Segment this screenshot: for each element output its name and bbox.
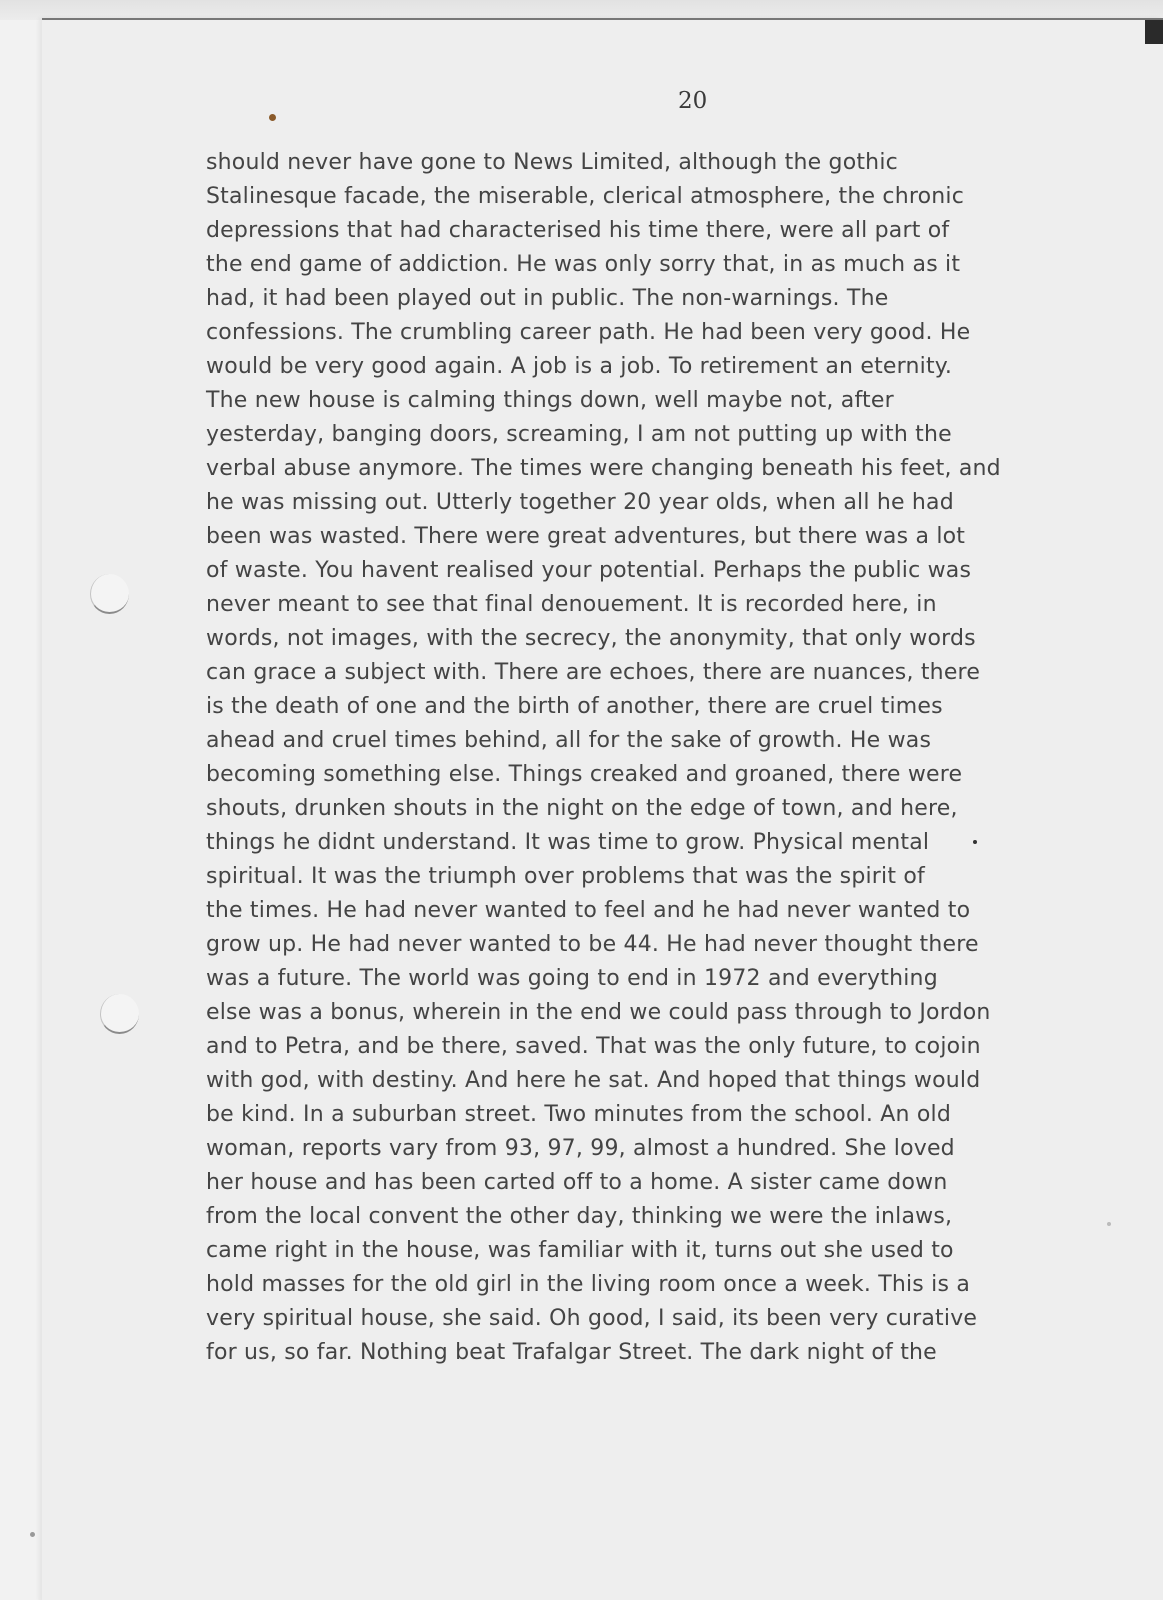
text-line: verbal abuse anymore. The times were changing beneath his feet, and [206, 456, 1001, 481]
punch-hole-bottom [100, 994, 139, 1034]
text-line: should never have gone to News Limited, although the gothic [206, 150, 898, 175]
text-line: Stalinesque facade, the miserable, clerical atmosphere, the chronic [206, 184, 965, 209]
text-line: depressions that had characterised his time there, were all part of [206, 218, 950, 243]
text-line: spiritual. It was the triumph over problems that was the spirit of [206, 864, 925, 889]
text-line: things he didnt understand. It was time to grow. Physical mental [206, 830, 930, 855]
text-line: was a future. The world was going to end in 1972 and everything [206, 966, 938, 991]
text-line: been was wasted. There were great adventures, but there was a lot [206, 524, 966, 549]
page-number: 20 [678, 88, 708, 114]
text-line: words, not images, with the secrecy, the anonymity, that only words [206, 626, 976, 651]
ink-speck [269, 114, 276, 121]
text-line: ahead and cruel times behind, all for the sake of growth. He was [206, 728, 932, 753]
text-line: he was missing out. Utterly together 20 year olds, when all he had [206, 490, 954, 515]
text-line: is the death of one and the birth of another, there are cruel times [206, 694, 943, 719]
text-line: the times. He had never wanted to feel and he had never wanted to [206, 898, 971, 923]
text-line: of waste. You havent realised your potential. Perhaps the public was [206, 558, 972, 583]
text-line: her house and has been carted off to a home. A sister came down [206, 1170, 948, 1195]
text-line: confessions. The crumbling career path. He had been very good. He [206, 320, 971, 345]
text-line: for us, so far. Nothing beat Trafalgar Street. The dark night of the [206, 1340, 937, 1365]
text-line: came right in the house, was familiar with it, turns out she used to [206, 1238, 954, 1263]
text-line: with god, with destiny. And here he sat. And hoped that things would [206, 1068, 981, 1093]
ink-speck [1107, 1222, 1111, 1226]
text-line: else was a bonus, wherein in the end we could pass through to Jordon [206, 1000, 991, 1025]
text-line: be kind. In a suburban street. Two minutes from the school. An old [206, 1102, 952, 1127]
text-line: had, it had been played out in public. The non-warnings. The [206, 286, 889, 311]
text-line: shouts, drunken shouts in the night on the edge of town, and here, [206, 796, 958, 821]
text-line: grow up. He had never wanted to be 44. He had never thought there [206, 932, 979, 957]
scanner-shadow [0, 0, 1163, 20]
text-line: woman, reports vary from 93, 97, 99, almost a hundred. She loved [206, 1136, 955, 1161]
page-body-text [206, 146, 1026, 1370]
text-line: never meant to see that final denouement. It is recorded here, in [206, 592, 937, 617]
text-line: becoming something else. Things creaked and groaned, there were [206, 762, 963, 787]
text-line: very spiritual house, she said. Oh good, I said, its been very curative [206, 1306, 978, 1331]
text-line: from the local convent the other day, thinking we were the inlaws, [206, 1204, 953, 1229]
sheet-corner-shadow [1145, 20, 1163, 44]
text-line: hold masses for the old girl in the living room once a week. This is a [206, 1272, 970, 1297]
punch-hole-top [90, 574, 129, 614]
text-line: the end game of addiction. He was only sorry that, in as much as it [206, 252, 961, 277]
text-line: yesterday, banging doors, screaming, I am not putting up with the [206, 422, 952, 447]
text-line: can grace a subject with. There are echoes, there are nuances, there [206, 660, 981, 685]
text-line: would be very good again. A job is a job. To retirement an eternity. [206, 354, 953, 379]
text-line: The new house is calming things down, well maybe not, after [206, 388, 894, 413]
text-line: and to Petra, and be there, saved. That was the only future, to cojoin [206, 1034, 981, 1059]
ink-speck [30, 1532, 35, 1537]
